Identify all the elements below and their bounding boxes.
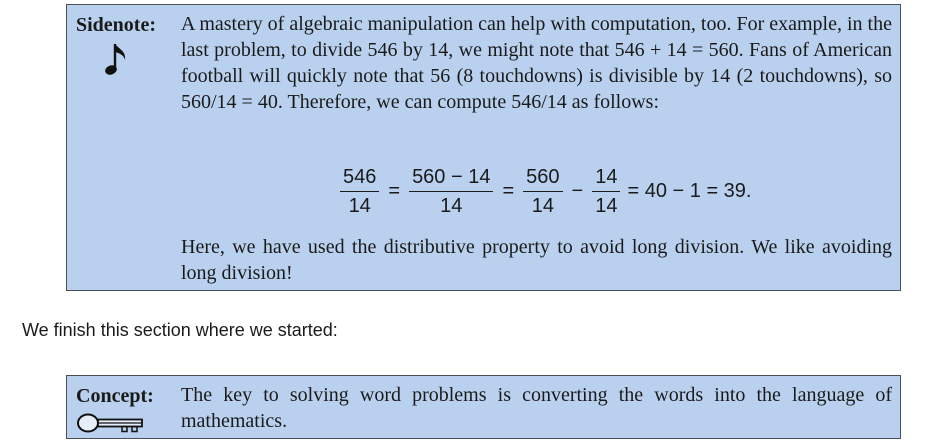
fraction-numerator: 560 − 14 xyxy=(409,165,493,192)
section-text: We finish this section where we started: xyxy=(22,320,338,340)
fraction-14-over-14 xyxy=(592,165,620,218)
equals-sign: = xyxy=(388,179,401,202)
concept-label: Concept: xyxy=(76,385,154,407)
sidenote-label: Sidenote: xyxy=(76,14,156,36)
concept-box xyxy=(66,375,901,439)
fraction-numerator: 546 xyxy=(340,165,379,192)
fraction-560-over-14 xyxy=(523,165,562,218)
fraction-numerator: 14 xyxy=(592,165,620,192)
stray-mark xyxy=(46,200,49,203)
fraction-numerator: 560 xyxy=(523,165,562,192)
division-equation xyxy=(337,163,751,219)
fraction-denominator: 14 xyxy=(440,194,463,217)
sidenote-paragraph-1: A mastery of algebraic manipulation can help with computation, too. For example, in the last problem, to divide 546 by 14, we might note that 546 + 14 = 560. Fans of American football will quickly note that 56 (8 touchdowns) is divisible by 14 (2 touchdowns), so 560/14 = 40. Therefore, we can compute 546/14 as follows: xyxy=(181,13,892,113)
equation-result: = 40 − 1 = 39. xyxy=(627,179,752,202)
musical-note-icon xyxy=(104,41,134,77)
sidenote-box xyxy=(66,4,901,291)
key-icon xyxy=(76,412,148,434)
fraction-denominator: 14 xyxy=(595,194,618,217)
fraction-546-over-14 xyxy=(340,165,379,218)
equals-sign: = xyxy=(502,179,515,202)
sidenote-paragraph-2: Here, we have used the distributive property to avoid long division. We like avoiding long division! xyxy=(181,236,892,284)
minus-sign: − xyxy=(571,179,584,202)
fraction-denominator: 14 xyxy=(531,194,554,217)
concept-text: The key to solving word problems is converting the words into the language of mathematics. xyxy=(181,384,892,432)
fraction-560-minus-14-over-14 xyxy=(409,165,493,218)
fraction-denominator: 14 xyxy=(348,194,371,217)
